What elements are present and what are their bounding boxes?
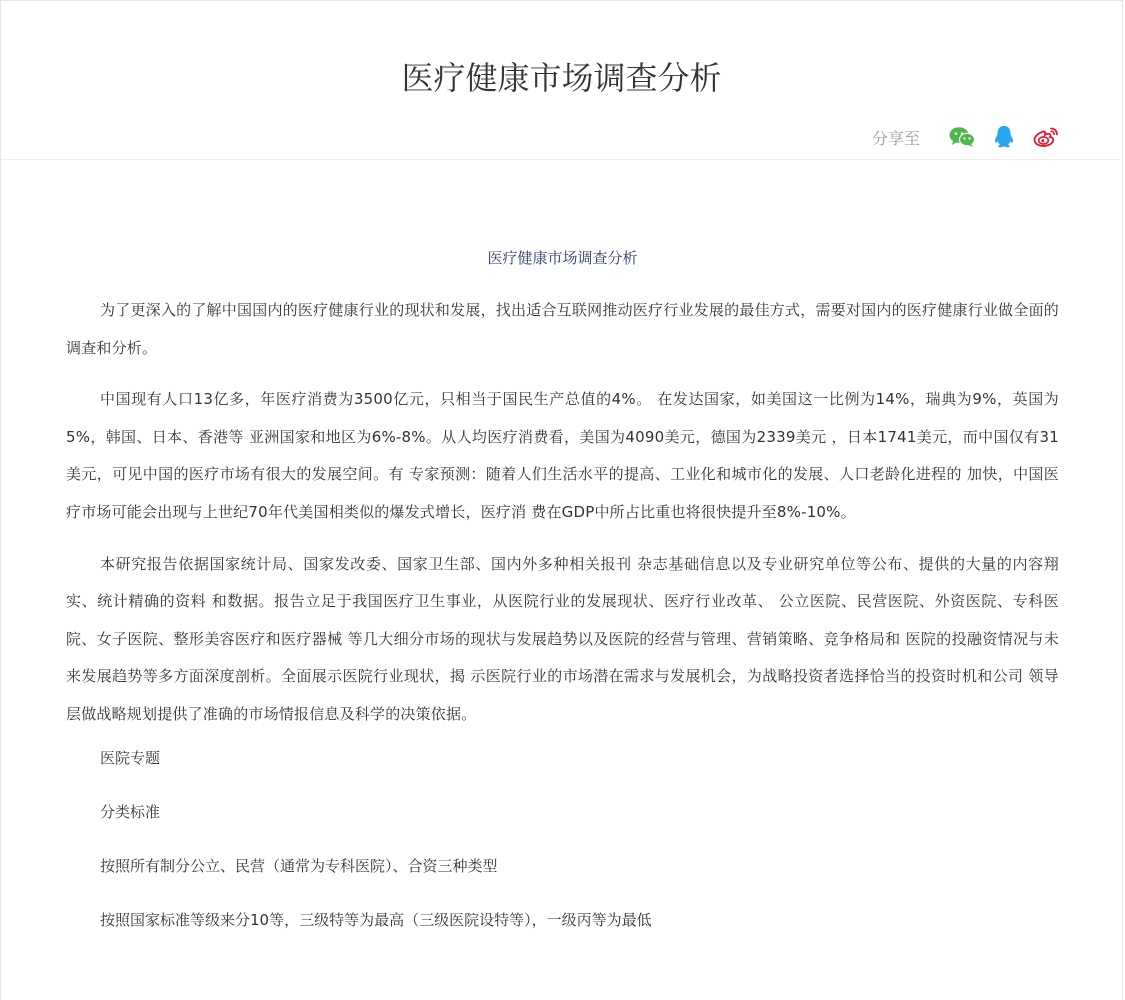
share-bar	[872, 123, 1060, 151]
page-header	[1, 1, 1122, 160]
paragraph-report: 本研究报告依据国家统计局、国家发改委、国家卫生部、国内外多种相关报刊 杂志基础信息以及专业研究单位等公布、提供的大量的内容翔实、统计精确的资料 和数据。报告立足于我国医疗卫生事业，从医院行业的发展现状、医疗行业改革、 公立医院、民营医院、外资医院、专科医院、女子医院、整形美容医疗和医疗器械 等几大细分市场的现状与发展趋势以及医院的经营与管理、营销策略、竞争格局和 医院的投融资情况与未来发展趋势等多方面深度剖析。全面展示医院行业现状，揭 示医院行业的市场潜在需求与发展机会，为战略投资者选择恰当的投资时机和公司 领导层做战略规划提供了准确的市场情报信息及科学的决策依据。	[66, 554, 1059, 723]
paragraph-market: 中国现有人口13亿多，年医疗消费为3500亿元，只相当于国民生产总值的4%。 在发达国家，如美国这一比例为14%，瑞典为9%，英国为5%，韩国、日本、香港等 亚洲国家和地区为6%-8%。从人均医疗消费看，美国为4090美元，德国为2339美元 ，日本1741美元，而中国仅有31美元，可见中国的医疗市场有很大的发展空间。有 专家预测：随着人们生活水平的提高、工业化和城市化的发展、人口老龄化进程的 加快，中国医疗市场可能会出现与上世纪70年代美国相类似的爆发式增长，医疗消 费在GDP中所占比重也将很快提升至8%-10%。	[66, 390, 1059, 521]
wechat-icon[interactable]	[948, 123, 976, 151]
qq-icon[interactable]	[990, 123, 1018, 151]
line-ownership: 按照所有制分公立、民营（通常为专科医院）、合资三种类型	[100, 856, 498, 875]
line-classification: 分类标准	[100, 802, 161, 821]
page-title: 医疗健康市场调查分析	[401, 59, 722, 97]
line-hospital-topic: 医院专题	[100, 748, 161, 767]
share-label: 分享至	[871, 128, 920, 148]
line-grade: 按照国家标准等级来分10等，三级特等为最高（三级医院设特等），一级丙等为最低	[100, 910, 652, 929]
article-title: 医疗健康市场调查分析	[487, 249, 638, 267]
paragraph-intro: 为了更深入的了解中国国内的医疗健康行业的现状和发展，找出适合互联网推动医疗行业发展的最佳方式，需要对国内的医疗健康行业做全面的调查和分析。	[66, 301, 1059, 357]
article-body	[1, 246, 1122, 930]
weibo-icon[interactable]	[1032, 123, 1060, 151]
